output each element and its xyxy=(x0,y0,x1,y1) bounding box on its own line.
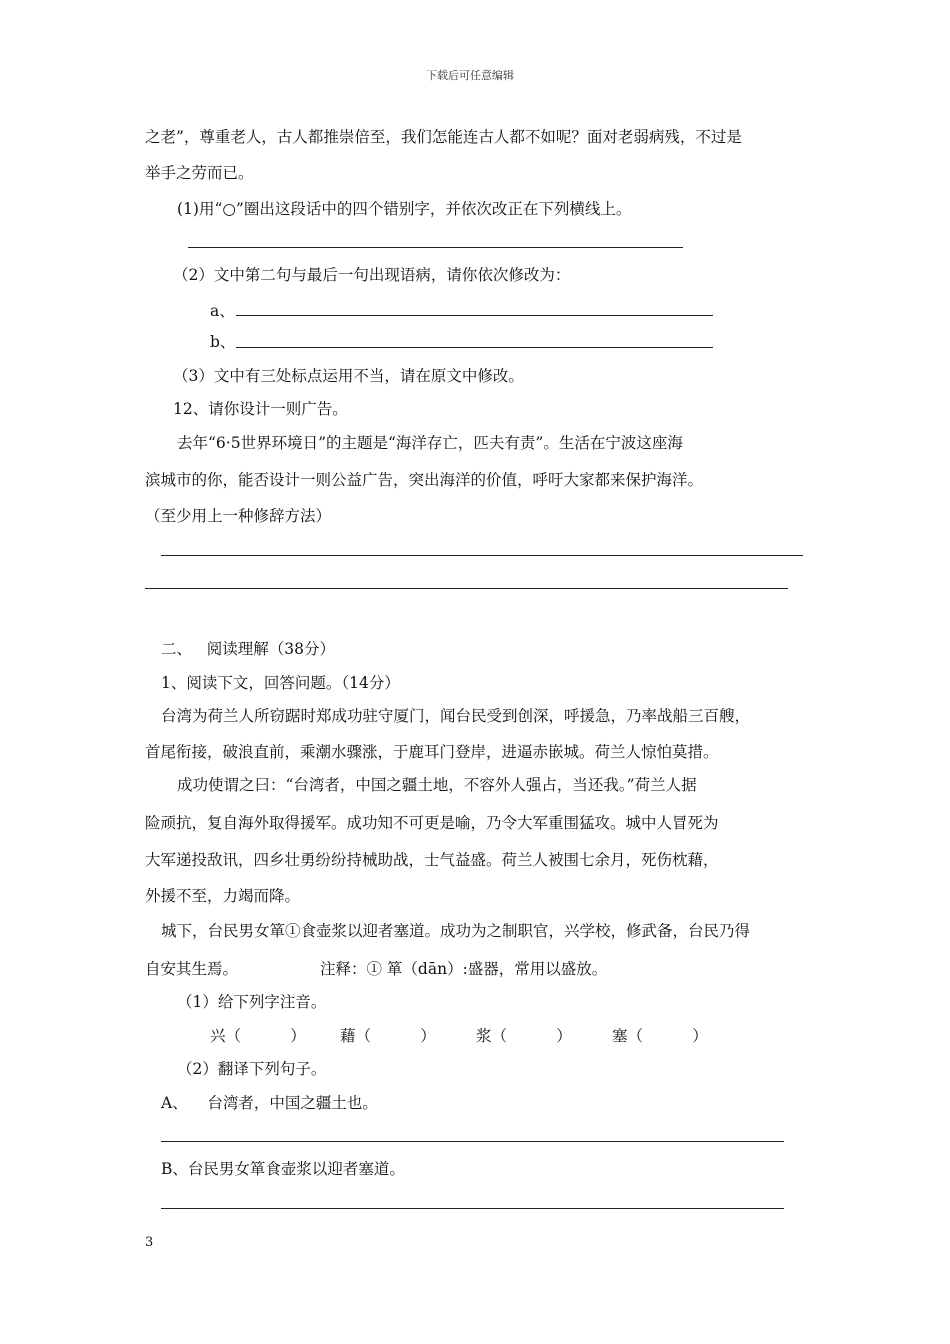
page-header: 下载后可任意编辑 xyxy=(426,69,514,82)
text-line: 首尾衔接，破浪直前，乘潮水骤涨，于鹿耳门登岸，进逼赤嵌城。荷兰人惊怕莫措。 xyxy=(145,743,719,761)
answer-line xyxy=(236,315,713,316)
answer-label-b: b、 xyxy=(210,333,236,351)
text-line: 险顽抗，复自海外取得援军。成功知不可更是喻，乃令大军重围猛攻。城中人冒死为 xyxy=(145,814,719,832)
page-number: 3 xyxy=(145,1235,154,1250)
text-line: （至少用上一种修辞方法） xyxy=(145,507,332,525)
answer-line xyxy=(161,1208,784,1209)
section-heading: 二、 阅读理解（38分） xyxy=(161,640,336,658)
question-12: 12、请你设计一则广告。 xyxy=(173,400,348,418)
question-2: （2）文中第二句与最后一句出现语病，请你依次修改为： xyxy=(173,266,571,284)
answer-line xyxy=(145,588,788,589)
sub-question-1: （1）给下列字注音。 xyxy=(177,993,327,1011)
translate-item-b: B、台民男女箪食壶浆以迎者塞道。 xyxy=(161,1160,405,1178)
pinyin-blank: 藉（ ） xyxy=(340,1027,436,1045)
translate-item-a: A、 台湾者，中国之疆土也。 xyxy=(161,1094,378,1112)
answer-line xyxy=(161,1141,784,1142)
answer-label-a: a、 xyxy=(210,302,235,320)
text-line: 台湾为荷兰人所窃踞时郑成功驻守厦门，闻台民受到创深，呼援急，乃率战船三百艘， xyxy=(161,707,751,725)
text-line: 举手之劳而已。 xyxy=(145,164,254,182)
pinyin-blank: 浆（ ） xyxy=(476,1027,572,1045)
answer-line xyxy=(161,555,803,556)
text-line: 外援不至，力竭而降。 xyxy=(145,887,301,905)
annotation-note: 注释：① 箪（dān）:盛器，常用以盛放。 xyxy=(320,960,608,978)
text-line: 大军递投敌讯，四乡壮勇纷纷持械助战，士气益盛。荷兰人被围七余月，死伤枕藉， xyxy=(145,851,719,869)
pinyin-blank: 塞（ ） xyxy=(612,1027,708,1045)
text-line: 城下，台民男女箪①食壶浆以迎者塞道。成功为之制职官，兴学校，修武备，台民乃得 xyxy=(161,922,751,940)
text-line: 成功使谓之曰：“台湾者，中国之疆土地，不容外人强占，当还我。”荷兰人据 xyxy=(177,776,697,794)
answer-line xyxy=(236,347,713,348)
reading-question-1: 1、阅读下文，回答问题。（14分） xyxy=(161,674,400,692)
pinyin-blank: 兴（ ） xyxy=(210,1027,306,1045)
sub-question-2: （2）翻译下列句子。 xyxy=(177,1060,327,1078)
answer-line xyxy=(188,247,683,248)
question-1: (1)用“○”圈出这段话中的四个错别字，并依次改正在下列横线上。 xyxy=(177,200,632,218)
question-3: （3）文中有三处标点运用不当，请在原文中修改。 xyxy=(173,367,524,385)
text-line: 滨城市的你，能否设计一则公益广告，突出海洋的价值，呼吁大家都来保护海洋。 xyxy=(145,471,704,489)
text-line: 之老”，尊重老人，古人都推崇倍至，我们怎能连古人都不如呢？面对老弱病残，不过是 xyxy=(145,128,742,146)
text-line: 自安其生焉。 xyxy=(145,960,239,978)
text-line: 去年“6·5世界环境日”的主题是“海洋存亡，匹夫有责”。生活在宁波这座海 xyxy=(177,434,683,452)
